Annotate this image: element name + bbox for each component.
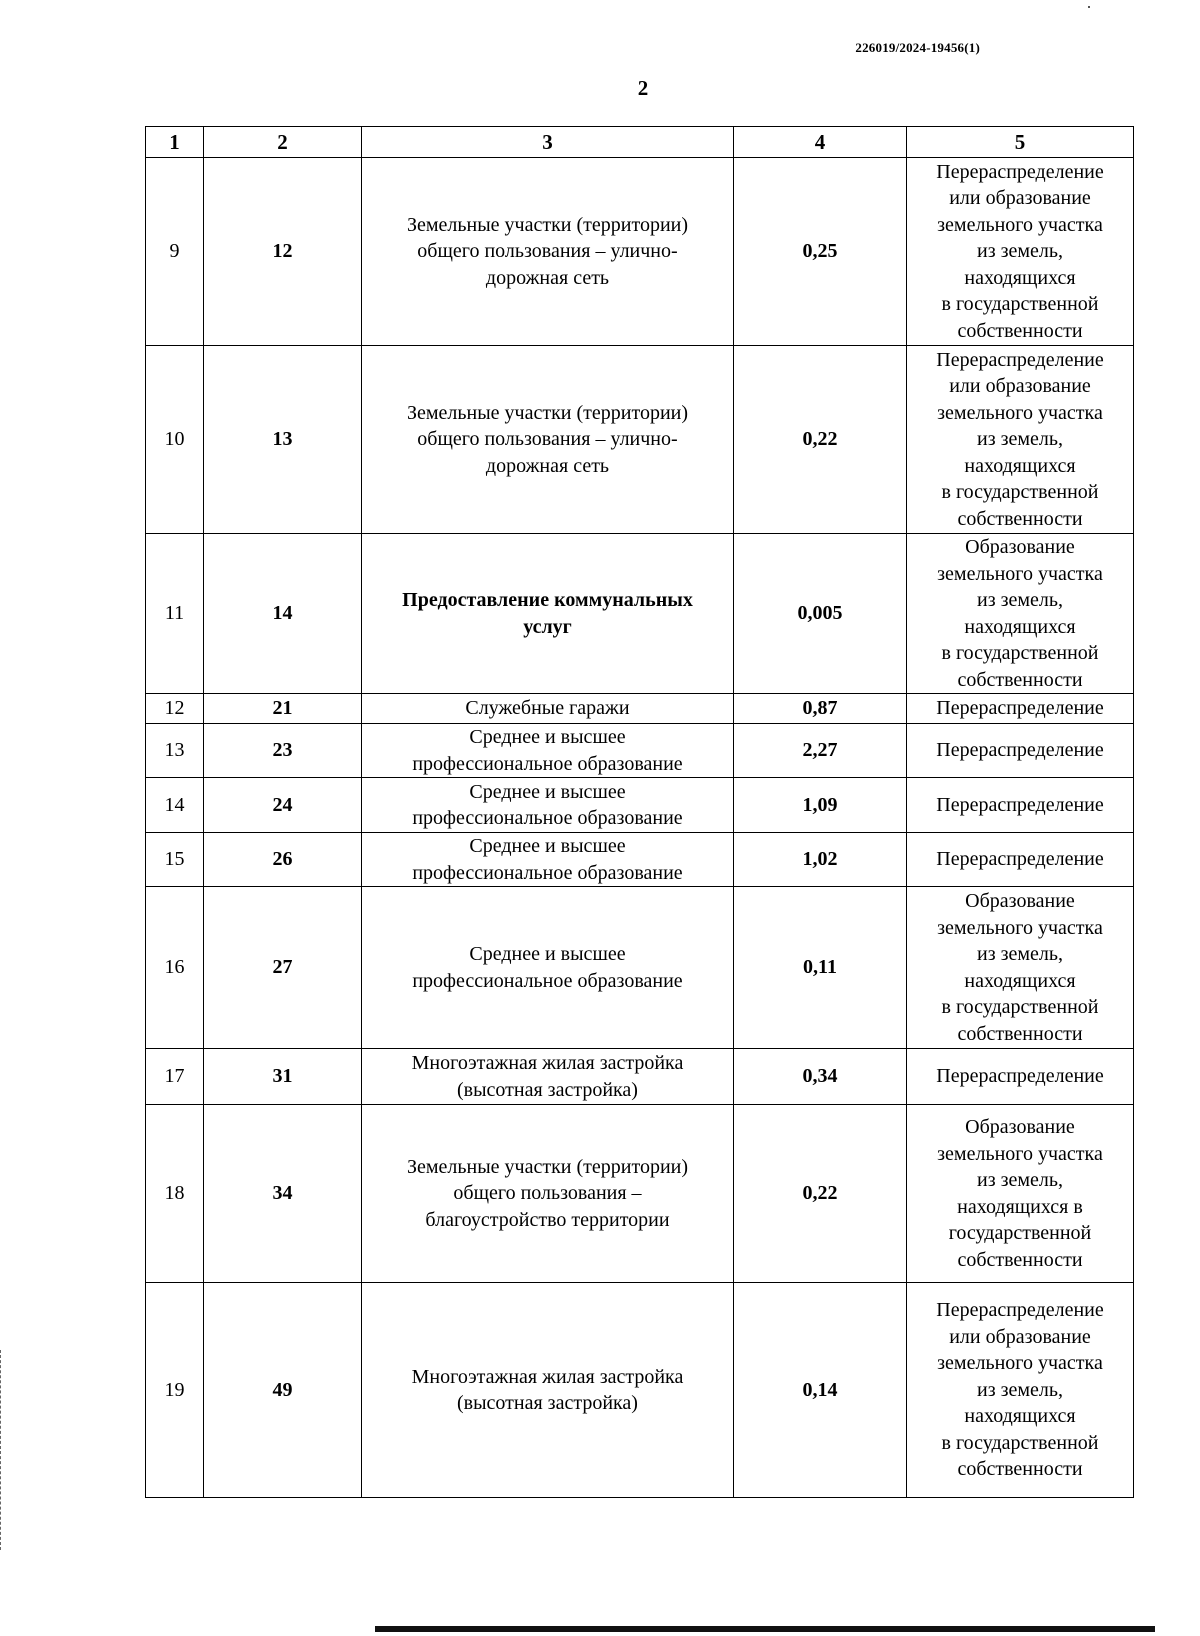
table-row — [146, 1105, 1134, 1283]
method-text: Образование земельного участка из земель, находящихся в государственной собственности — [937, 1116, 1103, 1271]
method-cell — [907, 346, 1134, 534]
land-use-text: Многоэтажная жилая застройка (высотная застройка) — [411, 1365, 684, 1414]
method-text: Перераспределение или образование земельного участка из земель, находящихся в государственной собственности — [936, 1299, 1104, 1481]
plot-number-cell: 49 — [204, 1283, 362, 1498]
area-cell: 0,005 — [734, 534, 907, 694]
method-text: Перераспределение — [936, 697, 1104, 720]
land-plots-table — [145, 126, 1134, 1498]
method-cell — [907, 724, 1134, 778]
row-number-cell: 13 — [146, 724, 204, 778]
document-number: 226019/2024-19456(1) — [855, 40, 980, 55]
land-use-text: Многоэтажная жилая застройка (высотная застройка) — [411, 1052, 684, 1101]
land-use-cell — [362, 887, 734, 1049]
table-row — [146, 346, 1134, 534]
land-use-text: Земельные участки (территории) общего пользования – улично- дорожная сеть — [406, 213, 689, 289]
method-cell — [907, 534, 1134, 694]
column-header-3: 3 — [362, 127, 734, 158]
method-text: Перераспределение или образование земельного участка из земель, находящихся в государственной собственности — [936, 348, 1104, 530]
land-use-cell — [362, 724, 734, 778]
land-use-cell — [362, 534, 734, 694]
method-text: Образование земельного участка из земель, находящихся в государственной собственности — [937, 890, 1103, 1045]
plot-number-cell: 24 — [204, 778, 362, 833]
plot-number-cell: 34 — [204, 1105, 362, 1283]
area-cell: 0,14 — [734, 1283, 907, 1498]
row-number-cell: 17 — [146, 1049, 204, 1105]
row-number-cell: 19 — [146, 1283, 204, 1498]
area-cell: 0,34 — [734, 1049, 907, 1105]
method-text: Образование земельного участка из земель, находящихся в государственной собственности — [937, 536, 1103, 691]
area-cell: 0,25 — [734, 158, 907, 346]
area-cell: 1,02 — [734, 833, 907, 887]
table-row — [146, 1283, 1134, 1498]
area-cell: 0,11 — [734, 887, 907, 1049]
column-header-1: 1 — [146, 127, 204, 158]
row-number-cell: 15 — [146, 833, 204, 887]
method-cell — [907, 1049, 1134, 1105]
table-row — [146, 694, 1134, 724]
table-header-row — [146, 127, 1134, 158]
plot-number-cell: 21 — [204, 694, 362, 724]
land-use-text: Среднее и высшее профессиональное образование — [412, 943, 683, 992]
area-cell: 0,87 — [734, 694, 907, 724]
method-text: Перераспределение — [936, 1065, 1104, 1088]
method-cell — [907, 158, 1134, 346]
table-row — [146, 887, 1134, 1049]
scan-edge-mark — [0, 1350, 3, 1550]
method-text: Перераспределение — [936, 848, 1104, 871]
land-use-cell — [362, 778, 734, 833]
plot-number-cell: 13 — [204, 346, 362, 534]
land-use-cell — [362, 1105, 734, 1283]
method-cell — [907, 778, 1134, 833]
table-row — [146, 724, 1134, 778]
method-text: Перераспределение — [936, 739, 1104, 762]
land-use-cell — [362, 346, 734, 534]
land-use-text: Среднее и высшее профессиональное образование — [412, 780, 683, 829]
method-cell — [907, 694, 1134, 724]
plot-number-cell: 23 — [204, 724, 362, 778]
table-row — [146, 1049, 1134, 1105]
plot-number-cell: 12 — [204, 158, 362, 346]
row-number-cell: 11 — [146, 534, 204, 694]
table-row — [146, 778, 1134, 833]
row-number-cell: 12 — [146, 694, 204, 724]
plot-number-cell: 27 — [204, 887, 362, 1049]
method-cell — [907, 833, 1134, 887]
area-cell: 0,22 — [734, 346, 907, 534]
method-text: Перераспределение — [936, 793, 1104, 816]
method-cell — [907, 887, 1134, 1049]
scan-speck — [1088, 6, 1090, 8]
row-number-cell: 9 — [146, 158, 204, 346]
land-use-cell — [362, 1283, 734, 1498]
column-header-4: 4 — [734, 127, 907, 158]
row-number-cell: 14 — [146, 778, 204, 833]
row-number-cell: 18 — [146, 1105, 204, 1283]
land-use-text: Предоставление коммунальных услуг — [402, 589, 693, 638]
land-use-text: Среднее и высшее профессиональное образование — [412, 726, 683, 775]
method-text: Перераспределение или образование земельного участка из земель, находящихся в государственной собственности — [936, 160, 1104, 342]
land-use-cell — [362, 694, 734, 724]
plot-number-cell: 26 — [204, 833, 362, 887]
row-number-cell: 10 — [146, 346, 204, 534]
land-use-text: Служебные гаражи — [465, 697, 630, 720]
land-use-text: Земельные участки (территории) общего пользования – улично- дорожная сеть — [406, 401, 689, 477]
land-use-cell — [362, 158, 734, 346]
plot-number-cell: 14 — [204, 534, 362, 694]
row-number-cell: 16 — [146, 887, 204, 1049]
land-use-cell — [362, 833, 734, 887]
area-cell: 0,22 — [734, 1105, 907, 1283]
land-use-text: Среднее и высшее профессиональное образование — [412, 835, 683, 884]
table-row — [146, 534, 1134, 694]
page-number: 2 — [637, 76, 649, 100]
land-use-cell — [362, 1049, 734, 1105]
area-cell: 2,27 — [734, 724, 907, 778]
scan-bottom-line — [375, 1626, 1155, 1632]
land-use-text: Земельные участки (территории) общего пользования – благоустройство территории — [406, 1155, 689, 1231]
area-cell: 1,09 — [734, 778, 907, 833]
table-row — [146, 833, 1134, 887]
plot-number-cell: 31 — [204, 1049, 362, 1105]
table-row — [146, 158, 1134, 346]
column-header-5: 5 — [907, 127, 1134, 158]
column-header-2: 2 — [204, 127, 362, 158]
method-cell — [907, 1105, 1134, 1283]
method-cell — [907, 1283, 1134, 1498]
